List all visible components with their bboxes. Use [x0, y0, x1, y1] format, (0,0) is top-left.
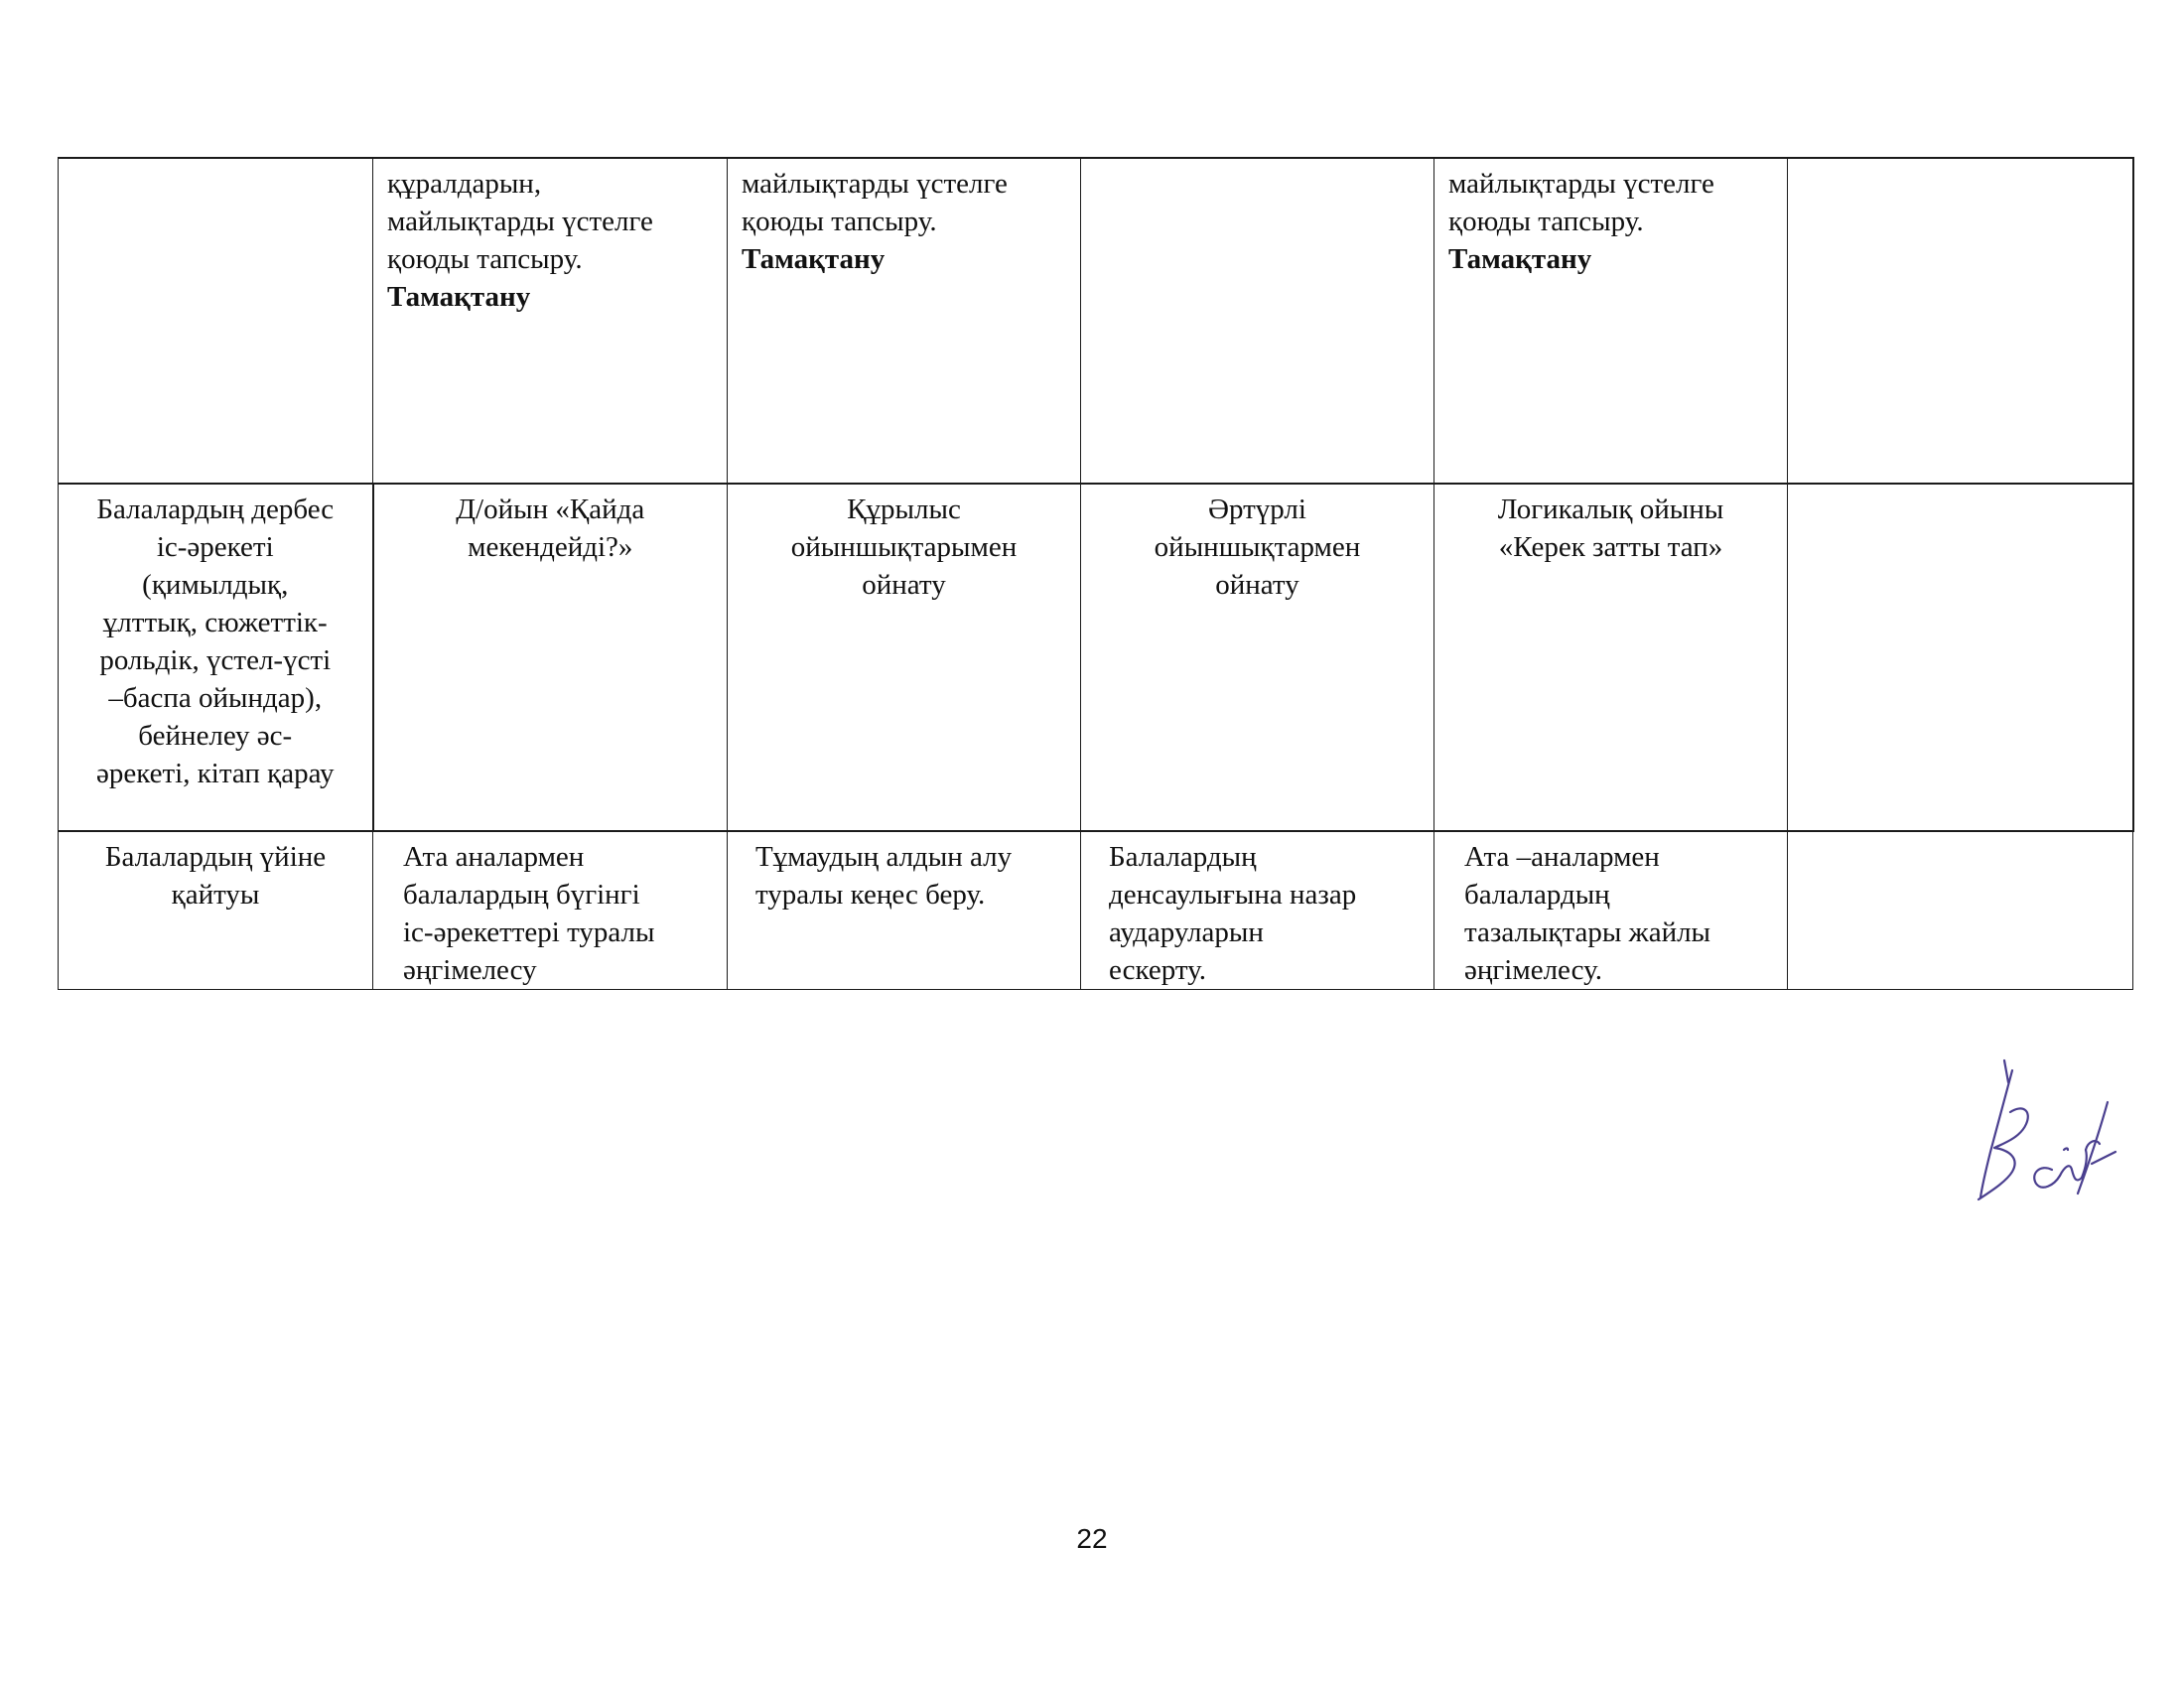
row1-monday-cell — [373, 158, 728, 484]
cell-text-line: әңгімелесу — [403, 954, 537, 986]
row2-monday-cell — [373, 484, 728, 831]
row1-label-cell — [59, 158, 373, 484]
row3-monday-cell — [373, 831, 728, 990]
cell-text-line: балалардың бүгінгі — [403, 879, 640, 911]
table-row — [59, 158, 2133, 484]
cell-text-line: Ата аналармен — [403, 841, 585, 873]
cell-text-line: тазалықтары жайлы — [1464, 916, 1711, 948]
cell-text-line: бейнелеу әс- — [138, 720, 293, 752]
row2-friday-cell — [1788, 484, 2133, 831]
cell-text-line: қоюды тапсыру. — [387, 243, 583, 275]
cell-text-line: Балалардың — [1109, 841, 1257, 873]
row3-tuesday-cell — [728, 831, 1081, 990]
cell-text-line: майлықтарды үстелге — [387, 206, 653, 237]
cell-text-line: іс-әрекеттері туралы — [403, 916, 655, 948]
cell-text-line: ойыншықтарымен — [790, 531, 1018, 563]
cell-bold-text: Тамақтану — [1448, 243, 1592, 275]
signature — [1961, 1053, 2124, 1211]
cell-text-line: балалардың — [1464, 879, 1610, 911]
cell-text-line: Балалардың дербес — [96, 493, 335, 525]
cell-text-line: құралдарын, — [387, 168, 542, 200]
row3-friday-cell — [1788, 831, 2133, 990]
cell-text-line: іс-әрекеті — [156, 531, 274, 563]
cell-text-line: ойнату — [1215, 569, 1299, 601]
cell-text-line: Тұмаудың алдын алу — [755, 841, 1013, 873]
cell-text-line: денсаулығына назар — [1109, 879, 1357, 911]
row3-label-cell — [59, 831, 373, 990]
cell-text-line: (қимылдық, — [142, 569, 289, 601]
page-number: 22 — [1076, 1523, 1108, 1554]
cell-text-line: Логикалық ойыны — [1497, 493, 1724, 525]
cell-text-line: ескерту. — [1109, 954, 1206, 986]
row3-wednesday-cell — [1081, 831, 1434, 990]
cell-bold-text: Тамақтану — [742, 243, 886, 275]
cell-text-line: рольдік, үстел-үсті — [99, 644, 332, 676]
row2-wednesday-cell — [1081, 484, 1434, 831]
cell-text-line: Балалардың үйіне — [104, 841, 327, 873]
table-row — [59, 484, 2133, 831]
cell-text-line: қоюды тапсыру. — [742, 206, 937, 237]
cell-text-line: туралы кеңес беру. — [755, 879, 986, 911]
cell-text-line: майлықтарды үстелге — [742, 168, 1008, 200]
row1-tuesday-cell — [728, 158, 1081, 484]
row1-thursday-cell — [1434, 158, 1788, 484]
cell-text-line: қоюды тапсыру. — [1448, 206, 1644, 237]
cell-text-line: мекендейді?» — [468, 531, 633, 563]
cell-text-line: Әртүрлі — [1208, 493, 1306, 525]
cell-text-line: ұлттық, сюжеттік- — [102, 607, 328, 638]
cell-text-line: ойыншықтармен — [1154, 531, 1361, 563]
cell-text-line: аударуларын — [1109, 916, 1264, 948]
cell-text-line: –баспа ойындар), — [108, 682, 323, 714]
cell-text-line: майлықтарды үстелге — [1448, 168, 1714, 200]
row1-wednesday-cell — [1081, 158, 1434, 484]
row2-tuesday-cell — [728, 484, 1081, 831]
row3-thursday-cell — [1434, 831, 1788, 990]
cell-text-line: әрекеті, кітап қарау — [95, 758, 335, 789]
cell-text-line: Ата –аналармен — [1464, 841, 1660, 873]
cell-bold-text: Тамақтану — [387, 281, 531, 313]
table-row — [59, 831, 2133, 990]
cell-text-line: қайтуы — [171, 879, 260, 911]
cell-text-line: Құрылыс — [847, 493, 961, 525]
cell-text-line: әңгімелесу. — [1464, 954, 1602, 986]
row2-label-cell — [59, 484, 373, 831]
cell-text-line: ойнату — [862, 569, 946, 601]
row2-thursday-cell — [1434, 484, 1788, 831]
cell-text-line: «Керек затты тап» — [1498, 531, 1723, 563]
cell-text-line: Д/ойын «Қайда — [456, 493, 645, 525]
plan-table — [58, 157, 2134, 990]
row1-friday-cell — [1788, 158, 2133, 484]
